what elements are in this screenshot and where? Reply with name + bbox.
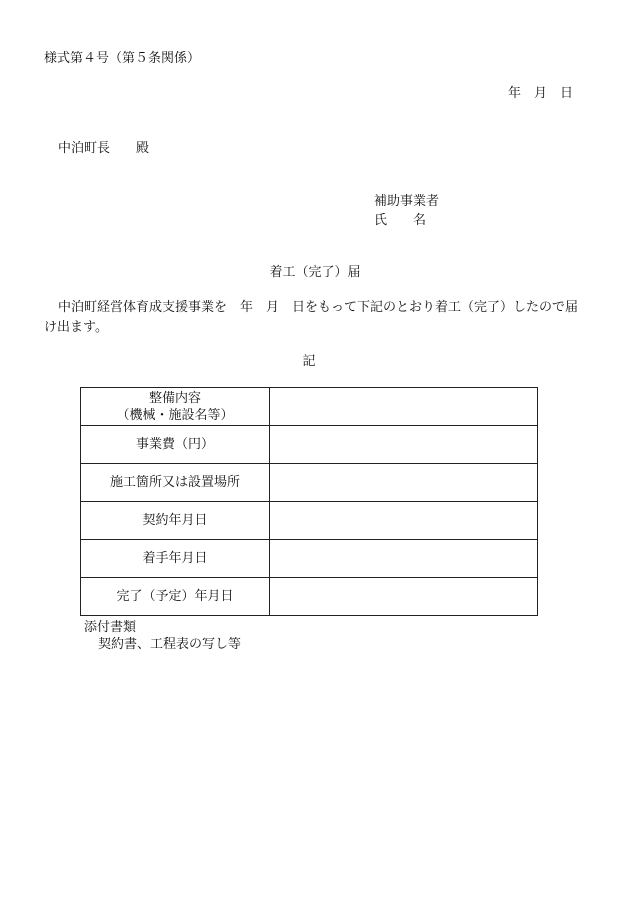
row-label-location: 施工箇所又は設置場所 [81, 464, 270, 502]
ki-label: 記 [302, 354, 316, 369]
form-number: 様式第４号（第５条関係） [44, 51, 201, 66]
applicant-label: 補助事業者 [374, 194, 440, 209]
attachments-label: 添付書類 [84, 620, 137, 635]
info-table [80, 387, 538, 616]
row-label-contract-date: 契約年月日 [81, 502, 270, 540]
applicant-name-label: 氏 名 [374, 213, 427, 228]
row-label-equipment: 整備内容 （機械・施設名等） [81, 388, 270, 426]
table-row [81, 502, 538, 540]
row-value-completion-date[interactable] [270, 578, 538, 616]
row-value-equipment[interactable] [270, 388, 538, 426]
attachments-item: 契約書、工程表の写し等 [98, 637, 242, 652]
row-label-cost: 事業費（円） [81, 426, 270, 464]
table-row [81, 540, 538, 578]
table-row [81, 464, 538, 502]
table-row [81, 578, 538, 616]
table-row [81, 388, 538, 426]
row-value-start-date[interactable] [270, 540, 538, 578]
date-line: 年 月 日 [507, 86, 573, 101]
row-label-completion-date: 完了（予定）年月日 [81, 578, 270, 616]
row-value-cost[interactable] [270, 426, 538, 464]
table-row [81, 426, 538, 464]
row-value-contract-date[interactable] [270, 502, 538, 540]
row-value-location[interactable] [270, 464, 538, 502]
document-title: 着工（完了）届 [269, 265, 361, 280]
row-label-start-date: 着手年月日 [81, 540, 270, 578]
recipient-addressee: 中泊町長 殿 [58, 141, 150, 156]
document-body: 中泊町経営体育成支援事業を 年 月 日をもって下記のとおり着工（完了）したので届け出ます。 [44, 300, 579, 335]
